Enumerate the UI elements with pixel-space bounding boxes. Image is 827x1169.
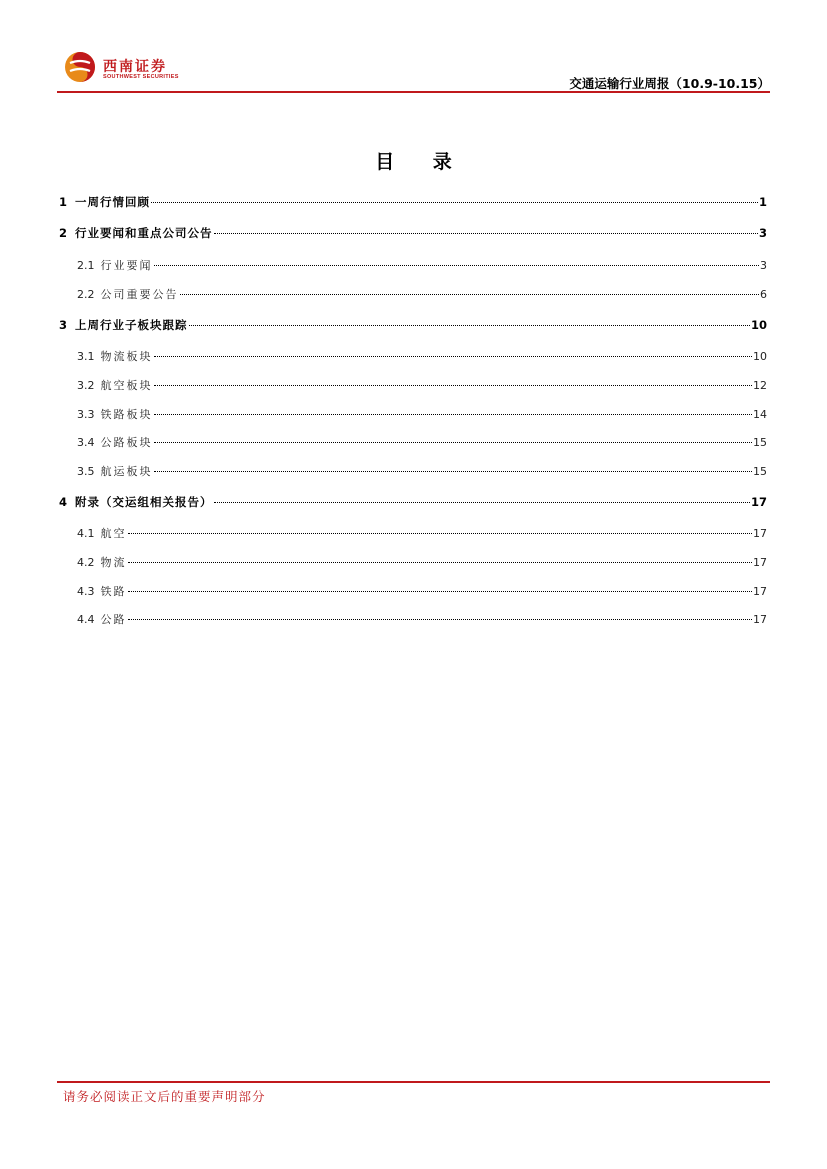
toc-entry-page: 12 <box>753 379 767 392</box>
toc-entry-page: 17 <box>753 556 767 569</box>
footer-divider <box>57 1081 770 1083</box>
toc-entry-page: 3 <box>758 226 767 240</box>
toc-entry[interactable] <box>59 225 767 243</box>
toc-entry[interactable] <box>59 317 767 335</box>
toc-dot-leader <box>154 413 753 415</box>
toc-entry-page: 1 <box>758 195 767 209</box>
toc-entry-page: 17 <box>753 527 767 540</box>
toc-entry-page: 10 <box>753 350 767 363</box>
toc-entry-number: 4 <box>59 495 68 509</box>
page-header <box>57 48 770 94</box>
toc-entry-label: 行业要闻 <box>100 259 153 272</box>
toc-entry-label: 行业要闻和重点公司公告 <box>75 226 213 240</box>
toc-entry[interactable] <box>59 463 767 481</box>
toc-entry-number: 2.2 <box>77 288 95 301</box>
toc-entry[interactable] <box>59 286 767 304</box>
toc-entry[interactable] <box>59 194 767 212</box>
logo-emblem-icon <box>63 50 97 84</box>
toc-entry-number: 3.5 <box>77 465 95 478</box>
toc-entry-page: 17 <box>750 495 767 509</box>
toc-dot-leader <box>151 201 758 203</box>
toc-dot-leader <box>128 561 753 563</box>
toc-entry[interactable] <box>59 583 767 601</box>
toc-entry[interactable] <box>59 525 767 543</box>
toc-dot-leader <box>214 232 758 234</box>
toc-entry-label: 公路板块 <box>100 436 153 449</box>
header-divider <box>57 91 770 93</box>
toc-entry[interactable] <box>59 611 767 629</box>
toc-entry-label: 物流板块 <box>100 350 153 363</box>
toc-entry-number: 3.2 <box>77 379 95 392</box>
toc-dot-leader <box>154 355 753 357</box>
toc-entry-number: 3.1 <box>77 350 95 363</box>
toc-entry-label: 附录（交运组相关报告） <box>75 495 213 509</box>
toc-entry-page: 15 <box>753 465 767 478</box>
toc-entry-number: 3.4 <box>77 436 95 449</box>
toc-entry-number: 4.4 <box>77 613 95 626</box>
toc-entry[interactable] <box>59 257 767 275</box>
toc-entry-label: 铁路 <box>100 585 127 598</box>
toc-dot-leader <box>128 590 753 592</box>
toc-dot-leader <box>128 532 753 534</box>
toc-dot-leader <box>214 501 750 503</box>
toc-entry-number: 3.3 <box>77 408 95 421</box>
toc-entry-number: 4.3 <box>77 585 95 598</box>
report-title: 交通运输行业周报（10.9-10.15） <box>569 76 770 91</box>
toc-entry-number: 3 <box>59 318 68 332</box>
toc-entry-page: 17 <box>753 585 767 598</box>
toc-entry-label: 航空 <box>100 527 127 540</box>
footer-disclaimer: 请务必阅读正文后的重要声明部分 <box>63 1089 266 1104</box>
toc-entry[interactable] <box>59 494 767 512</box>
toc-entry[interactable] <box>59 554 767 572</box>
toc-entry-number: 4.2 <box>77 556 95 569</box>
toc-entry-page: 14 <box>753 408 767 421</box>
toc-dot-leader <box>154 264 760 266</box>
toc-dot-leader <box>154 384 753 386</box>
logo-chinese-name: 西南证券 <box>103 59 167 75</box>
toc-entry-label: 铁路板块 <box>100 408 153 421</box>
toc-entry-page: 3 <box>760 259 767 272</box>
toc-entry-label: 一周行情回顾 <box>75 195 151 209</box>
toc-entry[interactable] <box>59 377 767 395</box>
toc-dot-leader <box>154 470 753 472</box>
toc-entry-number: 1 <box>59 195 68 209</box>
toc-entry[interactable] <box>59 434 767 452</box>
toc-entry-label: 物流 <box>100 556 127 569</box>
toc-entry-number: 4.1 <box>77 527 95 540</box>
toc-entry-page: 17 <box>753 613 767 626</box>
logo-english-name: SOUTHWEST SECURITIES <box>103 74 179 80</box>
toc-title: 目 录 <box>375 151 468 173</box>
toc-entry-page: 6 <box>760 288 767 301</box>
toc-entry[interactable] <box>59 406 767 424</box>
toc-entry-number: 2 <box>59 226 68 240</box>
toc-entry-label: 上周行业子板块跟踪 <box>75 318 188 332</box>
toc-entry-label: 公路 <box>100 613 127 626</box>
toc-dot-leader <box>180 293 760 295</box>
toc-entry-label: 航运板块 <box>100 465 153 478</box>
toc-entry-page: 10 <box>750 318 767 332</box>
toc-dot-leader <box>189 324 750 326</box>
toc-entry[interactable] <box>59 348 767 366</box>
toc-entry-label: 航空板块 <box>100 379 153 392</box>
toc-entry-label: 公司重要公告 <box>100 288 179 301</box>
toc-dot-leader <box>154 441 753 443</box>
toc-entry-page: 15 <box>753 436 767 449</box>
toc-dot-leader <box>128 618 753 620</box>
company-logo <box>63 50 178 86</box>
toc-entry-number: 2.1 <box>77 259 95 272</box>
